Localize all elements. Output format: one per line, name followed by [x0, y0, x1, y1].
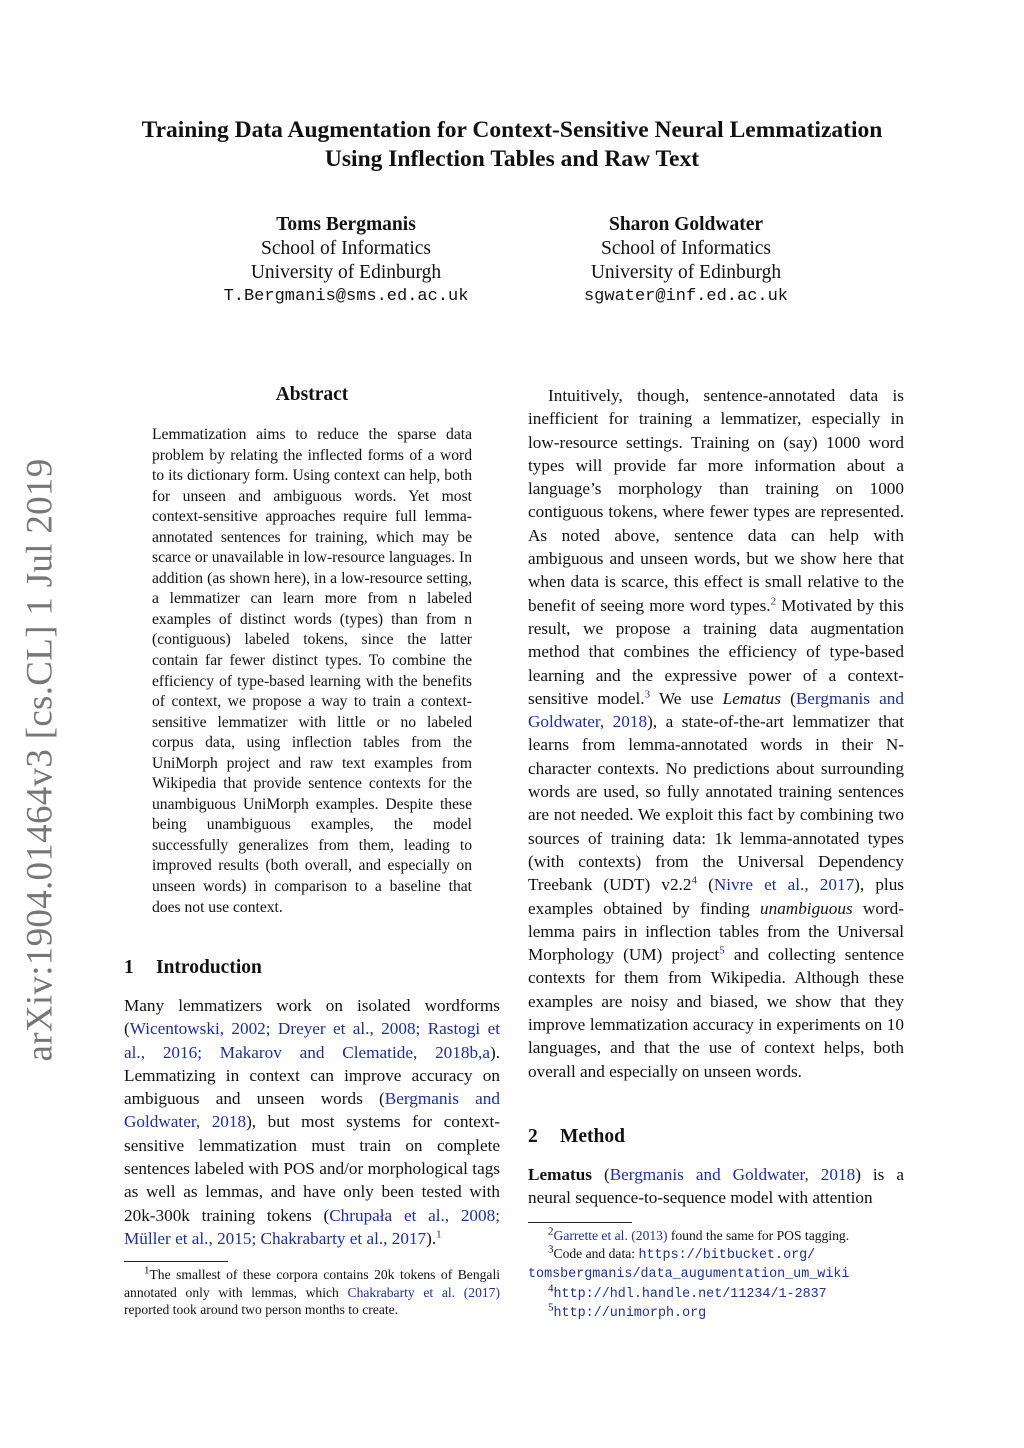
author-affiliation: School of Informatics [600, 238, 772, 259]
text-run: We use [650, 688, 723, 708]
title-line-1: Training Data Augmentation for Context-Sensitive Neural Lemmatization [141, 117, 883, 143]
text-run: found the same for POS tagging. [667, 1228, 850, 1243]
footnote-2 [528, 1227, 904, 1245]
section-number: 2 [528, 1126, 538, 1147]
footnote-marker[interactable]: 2 [770, 594, 777, 607]
text-run: The smallest of these corpora contains 20k tokens of Bengali annotated only with lemmas, which [124, 1267, 500, 1300]
footnotes-right [528, 1222, 904, 1323]
footnote-4 [528, 1281, 904, 1304]
citation-link[interactable]: Chakrabarty et al. (2017) [347, 1284, 500, 1300]
text-run: ( [696, 875, 714, 895]
text-run: ( [591, 1165, 610, 1184]
text-run: ), plus examples obtained by finding [528, 875, 904, 918]
abstract-text: Lemmatization aims to reduce the sparse data problem by relating the inflected forms of a word to its dictionary form. Using context can help, both for unseen and ambiguous words. Yet most context-sensitive approaches require full lemma-annotated sentences for training, which may be scarce or unavailable in low-resource languages. In addition (as shown here), in a low-resource setting, a lemmatizer can learn more from n labeled examples of distinct words (types) than from n (contiguous) labeled tokens, since the latter contain far fewer distinct types. To combine the efficiency of type-based learning with the benefits of context, we propose a way to train a context-sensitive lemmatizer with little or no labeled corpus data, using inflection tables from the UniMorph project and raw text examples from Wikipedia that provide sentence contexts for the unambiguous UniMorph examples. Despite these being unambiguous examples, the model successfully generalizes from them, leading to improved results (both overall, and especially on unseen words) in comparison to a baseline that does not use context. [152, 426, 472, 916]
url-link[interactable]: http://hdl.handle.net/11234/1-2837 [553, 1286, 827, 1302]
section-title: Introduction [156, 957, 262, 978]
author-name: Sharon Goldwater [608, 214, 764, 235]
citation-link[interactable]: Chrupała et al., 2008; Müller et al., 2015; Chakrabarty et al., 2017 [124, 1205, 500, 1248]
footnote-marker[interactable]: 4 [691, 874, 697, 887]
footnotes-left [124, 1261, 500, 1319]
author-block-2 [506, 213, 866, 309]
arxiv-identifier: arXiv:1904.01464v3 [cs.CL] 1 Jul 2019 [19, 458, 61, 1062]
citation-link[interactable]: Bergmanis and Goldwater, 2018 [609, 1165, 856, 1184]
motivation-paragraph [528, 384, 904, 1083]
footnote-marker[interactable]: 5 [719, 944, 725, 957]
url-link[interactable]: tomsbergmanis/data_augumentation_um_wiki [528, 1267, 850, 1282]
section-method [528, 1126, 904, 1210]
author-institution: University of Edinburgh [590, 262, 782, 283]
section-number: 1 [124, 957, 134, 978]
section-heading [528, 1126, 904, 1148]
text-run: Motivated by this result, we propose a training data augmentation method that combines the efficiency of type-based learning and the expressive power of a context-sensitive model. [528, 595, 904, 708]
text-run: ( [780, 688, 796, 708]
text-run: Code and data: [553, 1245, 639, 1261]
footnote-1 [124, 1266, 500, 1319]
text-run: ), but most systems for context-sensitive lemmatization must train on complete sentences labeled with POS and/or morphological tags as well as lemmas, and have only been tested with 20k-300k training tokens ( [124, 1112, 500, 1225]
author-institution: University of Edinburgh [250, 262, 442, 283]
footnote-3 [528, 1242, 904, 1284]
footnote-marker[interactable]: 3 [644, 688, 651, 701]
url-link[interactable]: https://bitbucket.org/ [638, 1247, 816, 1263]
footnote-5 [528, 1303, 904, 1323]
text-run: reported took around two person months to create. [124, 1302, 399, 1317]
text-run: ), a state-of-the-art lemmatizer that learns from lemma-annotated words in their N-character contexts. No predictions about surrounding words are used, so fully annotated training sentences are not needed. We exploit this fact by combining two sources of training data: 1k lemma-annotated types (with contexts) from the Universal Dependency Treebank (UDT) v2.2 [528, 712, 904, 895]
text-run: ) is a neural sequence-to-sequence model with attention [528, 1165, 904, 1208]
footnote-number: 4 [548, 1281, 554, 1294]
citation-link[interactable]: Garrette et al. (2013) [553, 1228, 668, 1243]
method-paragraph [528, 1163, 904, 1210]
text-run: Intuitively, though, sentence-annotated data is inefficient for training a lemmatizer, especially in low-resource settings. Training on (say) 1000 word types will provide far more information about a language’s morphology than training on 1000 contiguous tokens, where fewer types are represented. As noted above, sentence data can help with ambiguous and unseen words, but we show here that when data is scarce, this effect is small relative to the benefit of seeing more word types. [528, 386, 904, 615]
text-run: ). [426, 1228, 437, 1248]
footnote-number: 1 [144, 1264, 150, 1277]
footnote-rule [528, 1222, 632, 1223]
abstract-heading: Abstract [275, 384, 349, 405]
title-line-2: Using Inflection Tables and Raw Text [324, 146, 700, 172]
author-affiliation: School of Informatics [260, 238, 432, 259]
footnote-rule [124, 1261, 228, 1262]
citation-link[interactable]: Wicentowski, 2002; Dreyer et al., 2008; Rastogi et al., 2016; Makarov and Clematide, 2018b,a [124, 1019, 500, 1062]
footnote-number: 3 [548, 1242, 554, 1255]
model-name: Lematus [722, 688, 781, 708]
section-introduction [124, 957, 500, 1250]
url-link[interactable]: http://unimorph.org [553, 1306, 707, 1321]
citation-link[interactable]: Nivre et al., 2017 [713, 875, 855, 895]
right-column [528, 384, 904, 1083]
intro-paragraph [124, 994, 500, 1250]
citation-link[interactable]: Bergmanis and Goldwater, 2018 [124, 1089, 500, 1132]
text-run: word-lemma pairs in inflection tables from the Universal Morphology (UM) project [528, 898, 904, 965]
section-title: Method [560, 1126, 625, 1147]
emphasis: unambiguous [760, 898, 853, 918]
model-name: Lematus [528, 1165, 592, 1184]
footnote-marker[interactable]: 1 [436, 1228, 442, 1241]
citation-link[interactable]: Bergmanis and Goldwater, 2018 [528, 688, 904, 732]
text-run: and collecting sentence contexts for them from Wikipedia. Although these examples are noisy and biased, we show that they improve lemmatization accuracy in experiments on 10 languages, and that the use of context helps, both overall and especially on unseen words. [528, 945, 904, 1081]
footnote-number: 5 [548, 1301, 554, 1314]
author-name: Toms Bergmanis [276, 214, 416, 235]
author-block-1 [166, 213, 526, 309]
section-heading [124, 957, 500, 979]
author-email: sgwater@inf.ed.ac.uk [583, 287, 789, 306]
author-email: T.Bergmanis@sms.ed.ac.uk [223, 287, 469, 306]
footnote-number: 2 [548, 1225, 554, 1238]
text-run: Many lemmatizers work on isolated wordforms ( [124, 996, 500, 1039]
text-run: ). Lemmatizing in context can improve accuracy on ambiguous and unseen words ( [124, 1042, 500, 1109]
paper-title [0, 116, 1024, 174]
